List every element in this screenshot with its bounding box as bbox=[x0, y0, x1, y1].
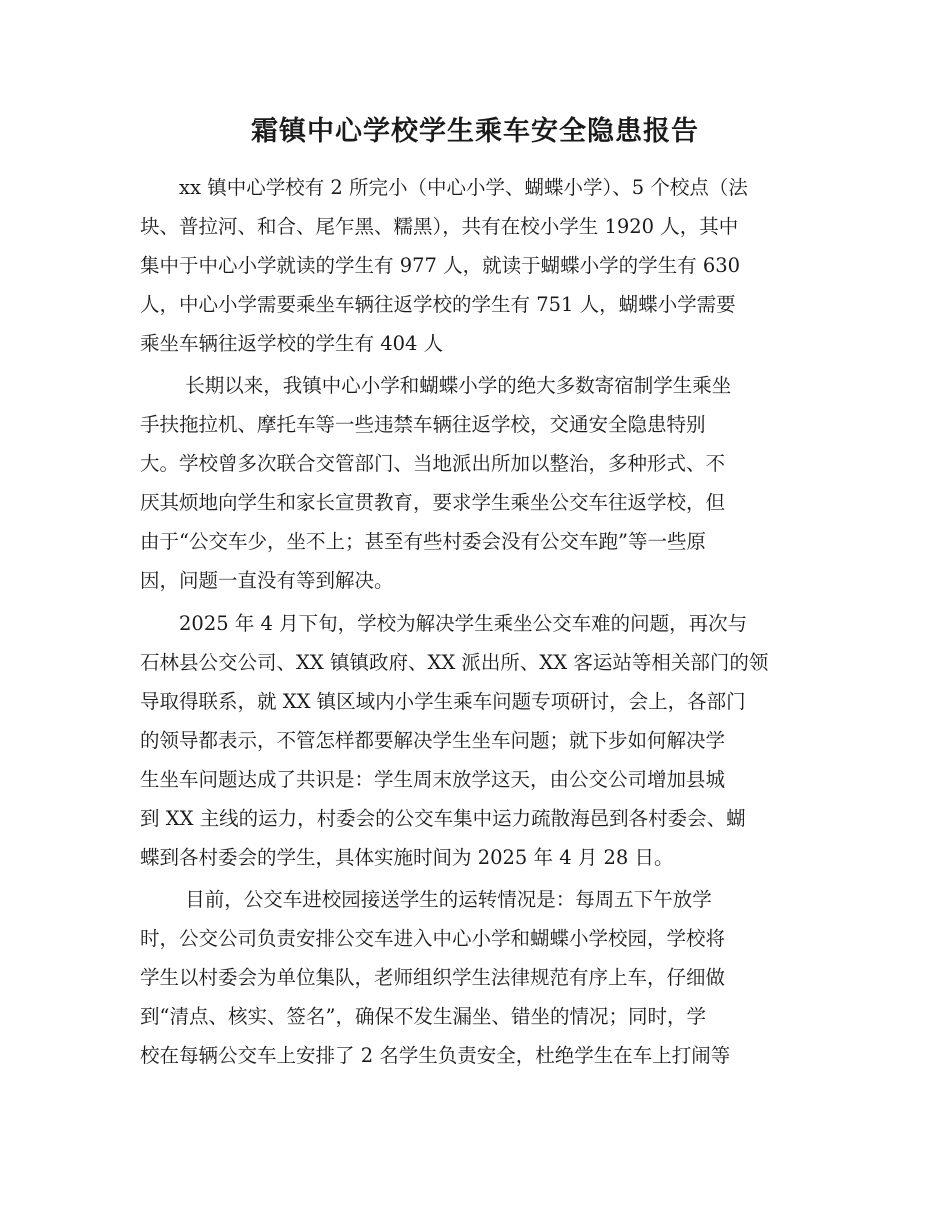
paragraph-current-operation bbox=[140, 880, 810, 1075]
text-line: xx 镇中心学校有 2 所完小（中心小学、蝴蝶小学）、5 个校点（法 bbox=[140, 176, 748, 199]
text-line: 因，问题一直没有等到解决。 bbox=[140, 569, 394, 592]
text-line: 由于“公交车少，坐不上；甚至有些村委会没有公交车跑”等一些原 bbox=[140, 530, 706, 553]
text-line: 到 XX 主线的运力，村委会的公交车集中运力疏散海邑到各村委会、蝴 bbox=[140, 807, 746, 830]
text-line: 目前，公交车进校园接送学生的运转情况是：每周五下午放学 bbox=[140, 888, 712, 911]
text-line: 校在每辆公交车上安排了 2 名学生负责安全，杜绝学生在车上打闹等 bbox=[140, 1044, 731, 1067]
text-line: 人，中心小学需要乘坐车辆往返学校的学生有 751 人，蝴蝶小学需要 bbox=[140, 293, 736, 316]
text-line: 手扶拖拉机、摩托车等一些违禁车辆往返学校，交通安全隐患特别 bbox=[140, 413, 706, 436]
text-line: 大。学校曾多次联合交管部门、当地派出所加以整治，多种形式、不 bbox=[140, 452, 726, 475]
text-line: 导取得联系，就 XX 镇区域内小学生乘车问题专项研讨，会上，各部门 bbox=[140, 690, 746, 713]
text-line: 石林县公交公司、XX 镇镇政府、XX 派出所、XX 客运站等相关部门的领 bbox=[140, 651, 769, 674]
text-line: 乘坐车辆往返学校的学生有 404 人 bbox=[140, 332, 444, 355]
text-line: 学生以村委会为单位集队，老师组织学生法律规范有序上车，仔细做 bbox=[140, 966, 726, 989]
text-line: 块、普拉河、和合、尾乍黑、糯黑），共有在校小学生 1920 人，其中 bbox=[140, 215, 739, 238]
text-line: 到“清点、核实、签名”，确保不发生漏坐、错坐的情况；同时，学 bbox=[140, 1005, 706, 1028]
text-line: 厌其烦地向学生和家长宣贯教育，要求学生乘坐公交车往返学校，但 bbox=[140, 491, 726, 514]
paragraph-safety-hazard bbox=[140, 366, 810, 600]
text-line: 蝶到各村委会的学生，具体实施时间为 2025 年 4 月 28 日。 bbox=[140, 846, 674, 869]
text-line: 2025 年 4 月下旬，学校为解决学生乘坐公交车难的问题，再次与 bbox=[140, 612, 748, 635]
text-line: 集中于中心小学就读的学生有 977 人，就读于蝴蝶小学的学生有 630 bbox=[140, 254, 741, 277]
paragraph-meeting-consensus bbox=[140, 604, 810, 877]
document-title: 霜镇中心学校学生乘车安全隐患报告 bbox=[251, 116, 699, 147]
paragraph-school-overview bbox=[140, 168, 810, 363]
text-line: 的领导都表示，不管怎样都要解决学生坐车问题；就下步如何解决学 bbox=[140, 729, 726, 752]
text-line: 时，公交公司负责安排公交车进入中心小学和蝴蝶小学校园，学校将 bbox=[140, 927, 726, 950]
text-line: 长期以来，我镇中心小学和蝴蝶小学的绝大多数寄宿制学生乘坐 bbox=[140, 374, 732, 397]
text-line: 生坐车问题达成了共识是：学生周末放学这天，由公交公司增加县城 bbox=[140, 768, 726, 791]
